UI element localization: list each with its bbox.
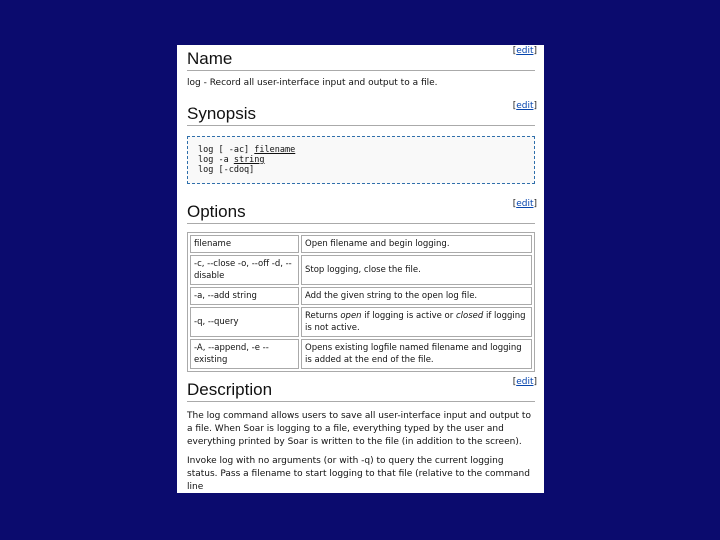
description-heading: Description <box>187 380 273 399</box>
option-description: Add the given string to the open log file. <box>301 287 532 305</box>
synopsis-line: log [ -ac] filename <box>198 145 296 155</box>
options-heading: Options <box>187 202 246 221</box>
option-flag: -c, --close -o, --off -d, --disable <box>190 255 299 285</box>
option-flag: -A, --append, -e --existing <box>190 339 299 369</box>
name-section-header <box>187 45 535 71</box>
option-flag: filename <box>190 235 299 253</box>
table-row <box>190 255 532 285</box>
synopsis-line: log -a string <box>198 155 265 165</box>
table-row <box>190 287 532 305</box>
option-description: Opens existing logfile named filename and logging is added at the end of the file. <box>301 339 532 369</box>
option-description: Open filename and begin logging. <box>301 235 532 253</box>
option-description: Stop logging, close the file. <box>301 255 532 285</box>
options-table <box>187 232 535 372</box>
synopsis-heading: Synopsis <box>187 104 256 123</box>
synopsis-section-header <box>187 100 535 126</box>
name-summary: log - Record all user-interface input and output to a file. <box>187 78 438 88</box>
option-flag: -a, --add string <box>190 287 299 305</box>
synopsis-code-block <box>187 136 535 184</box>
options-edit-link[interactable]: [edit] <box>512 199 537 209</box>
description-section-header <box>187 376 535 402</box>
description-paragraph: The log command allows users to save all user-interface input and output to a file. When Soar is logging to a file, everything typed by the user and everything printed by Soar is written to the file (in addition to the screen). <box>187 411 531 447</box>
options-section-header <box>187 198 535 224</box>
table-row <box>190 339 532 369</box>
document-page <box>177 45 544 493</box>
table-row <box>190 235 532 253</box>
synopsis-line: log [-cdoq] <box>198 165 255 175</box>
description-paragraph: Invoke log with no arguments (or with -q) to query the current logging status. Pass a filename to start logging to that file (relative to the command line <box>187 456 530 492</box>
option-description: Returns open if logging is active or closed if logging is not active. <box>301 307 532 337</box>
name-edit-link[interactable]: [edit] <box>512 46 537 56</box>
option-flag: -q, --query <box>190 307 299 337</box>
description-edit-link[interactable]: [edit] <box>512 377 537 387</box>
table-row <box>190 307 532 337</box>
synopsis-edit-link[interactable]: [edit] <box>512 101 537 111</box>
name-heading: Name <box>187 49 233 68</box>
